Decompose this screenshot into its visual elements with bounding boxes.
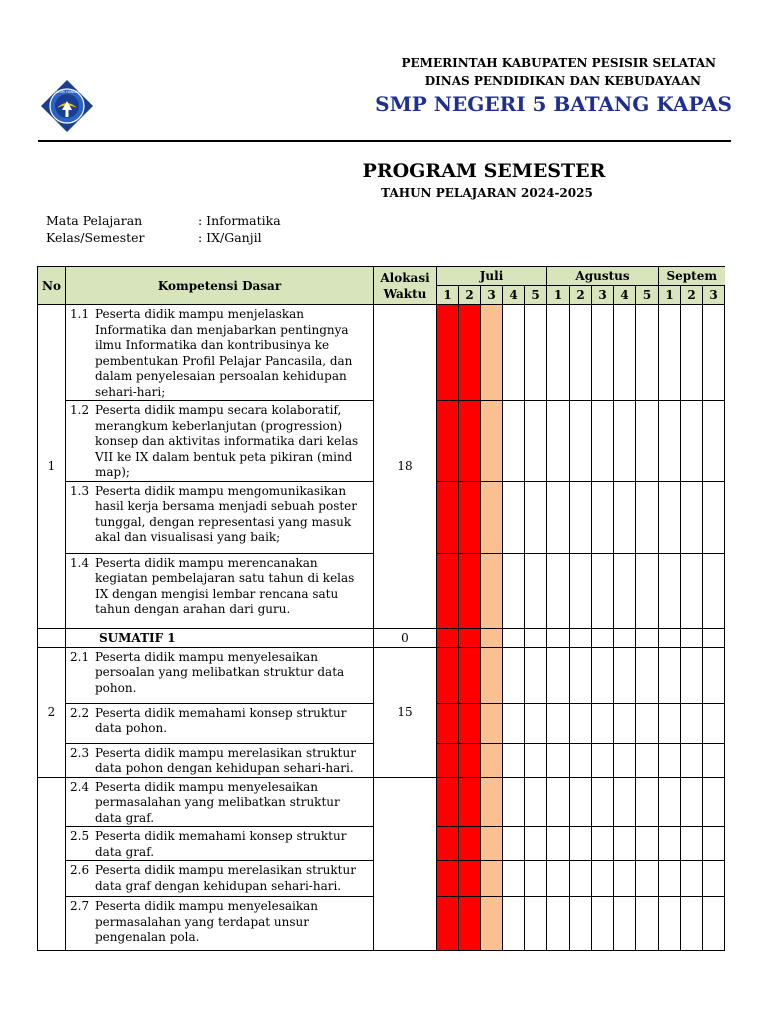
week-cell bbox=[525, 827, 547, 861]
kompetensi-text: Peserta didik mampu menyelesaikan permasalahan yang terdapat unsur pengenalan pola. bbox=[95, 899, 319, 944]
week-cell bbox=[437, 647, 459, 703]
week-cell bbox=[681, 743, 703, 777]
week-cell bbox=[437, 743, 459, 777]
week-cell bbox=[503, 897, 525, 951]
week-cell bbox=[547, 481, 570, 553]
week-cell bbox=[659, 553, 681, 628]
week-cell bbox=[636, 647, 659, 703]
alokasi-label: Alokasi Waktu bbox=[380, 270, 430, 301]
week-cell bbox=[570, 743, 592, 777]
week-cell bbox=[503, 305, 525, 401]
week-cell bbox=[636, 401, 659, 482]
week-cell bbox=[703, 628, 725, 647]
sumatif-label: SUMATIF 1 bbox=[66, 628, 374, 647]
kompetensi-text: Peserta didik mampu menyelesaikan permasalahan yang melibatkan struktur data graf. bbox=[95, 779, 340, 825]
week-cell bbox=[570, 628, 592, 647]
week-cell bbox=[703, 703, 725, 743]
subject-label: Mata Pelajaran bbox=[46, 213, 143, 228]
kompetensi-cell bbox=[66, 401, 374, 482]
kompetensi-number: 1.3 bbox=[70, 483, 90, 498]
week-header-cell: 1 bbox=[659, 286, 681, 305]
week-cell bbox=[614, 743, 636, 777]
week-cell bbox=[659, 401, 681, 482]
week-cell bbox=[703, 647, 725, 703]
table-row bbox=[38, 777, 725, 827]
table-row-sumatif bbox=[38, 628, 725, 647]
week-cell bbox=[636, 628, 659, 647]
week-cell bbox=[681, 628, 703, 647]
month-header-agustus: Agustus bbox=[547, 267, 659, 286]
week-cell bbox=[481, 743, 503, 777]
week-cell bbox=[481, 897, 503, 951]
week-cell bbox=[547, 743, 570, 777]
week-cell bbox=[547, 861, 570, 897]
kompetensi-cell bbox=[66, 743, 374, 777]
week-cell bbox=[437, 827, 459, 861]
week-cell bbox=[503, 553, 525, 628]
kompetensi-number: 1.1 bbox=[70, 307, 90, 321]
week-cell bbox=[636, 777, 659, 827]
week-cell bbox=[636, 743, 659, 777]
kompetensi-number: 2.4 bbox=[70, 779, 90, 794]
week-cell bbox=[437, 305, 459, 401]
week-cell bbox=[503, 481, 525, 553]
kompetensi-text: Peserta didik mampu menyelesaikan persoalan yang melibatkan struktur data pohon. bbox=[95, 649, 345, 695]
week-cell bbox=[681, 481, 703, 553]
week-cell bbox=[481, 827, 503, 861]
week-cell bbox=[681, 777, 703, 827]
kompetensi-number: 2.6 bbox=[70, 863, 90, 877]
week-cell bbox=[481, 777, 503, 827]
kompetensi-text: Peserta didik mampu menjelaskan Informatika dan menjabarkan pentingnya ilmu Informatika dan kontribusinya ke pembentukan Profil Pelajar Pancasila, dan dalam penyelesaian persoalan kehidupan sehari-hari; bbox=[95, 307, 353, 399]
week-cell bbox=[503, 777, 525, 827]
week-cell bbox=[592, 401, 614, 482]
week-cell bbox=[525, 703, 547, 743]
tut-wuri-handayani-logo bbox=[40, 79, 94, 133]
week-cell bbox=[437, 861, 459, 897]
week-cell bbox=[525, 897, 547, 951]
kompetensi-text: Peserta didik memahami konsep struktur data graf. bbox=[95, 829, 347, 859]
alokasi-cell bbox=[374, 777, 437, 951]
week-cell bbox=[659, 827, 681, 861]
kompetensi-cell bbox=[66, 305, 374, 401]
week-cell bbox=[592, 827, 614, 861]
week-cell bbox=[703, 827, 725, 861]
week-cell bbox=[459, 401, 481, 482]
alokasi-cell: 15 bbox=[374, 647, 437, 777]
week-header-cell: 1 bbox=[547, 286, 570, 305]
week-cell bbox=[547, 827, 570, 861]
week-cell bbox=[547, 305, 570, 401]
week-cell bbox=[659, 743, 681, 777]
week-cell bbox=[681, 647, 703, 703]
week-cell bbox=[481, 628, 503, 647]
week-cell bbox=[570, 647, 592, 703]
week-cell bbox=[592, 897, 614, 951]
week-cell bbox=[636, 827, 659, 861]
week-cell bbox=[614, 401, 636, 482]
week-cell bbox=[614, 827, 636, 861]
week-cell bbox=[592, 861, 614, 897]
week-cell bbox=[547, 628, 570, 647]
week-header-cell: 5 bbox=[636, 286, 659, 305]
week-cell bbox=[636, 897, 659, 951]
page-title: PROGRAM SEMESTER bbox=[362, 160, 606, 182]
week-cell bbox=[525, 305, 547, 401]
week-cell bbox=[525, 553, 547, 628]
week-cell bbox=[614, 703, 636, 743]
column-header-kompetensi: Kompetensi Dasar bbox=[66, 267, 374, 305]
no-cell bbox=[38, 777, 66, 951]
week-cell bbox=[570, 827, 592, 861]
week-cell bbox=[703, 777, 725, 827]
week-cell bbox=[592, 647, 614, 703]
header-school-name: SMP NEGERI 5 BATANG KAPAS bbox=[375, 92, 732, 116]
week-cell bbox=[525, 777, 547, 827]
week-cell bbox=[525, 743, 547, 777]
week-cell bbox=[525, 628, 547, 647]
week-cell bbox=[459, 628, 481, 647]
week-cell bbox=[459, 305, 481, 401]
kompetensi-cell bbox=[66, 647, 374, 703]
week-cell bbox=[659, 305, 681, 401]
week-cell bbox=[503, 647, 525, 703]
week-cell bbox=[614, 647, 636, 703]
week-cell bbox=[437, 628, 459, 647]
week-cell bbox=[681, 861, 703, 897]
info-class bbox=[46, 230, 262, 245]
week-cell bbox=[547, 703, 570, 743]
kompetensi-number: 2.1 bbox=[70, 649, 90, 664]
week-cell bbox=[681, 897, 703, 951]
week-cell bbox=[525, 861, 547, 897]
week-cell bbox=[681, 305, 703, 401]
week-cell bbox=[570, 305, 592, 401]
week-cell bbox=[525, 481, 547, 553]
week-cell bbox=[614, 897, 636, 951]
week-cell bbox=[570, 897, 592, 951]
week-cell bbox=[459, 553, 481, 628]
week-cell bbox=[614, 777, 636, 827]
week-cell bbox=[636, 481, 659, 553]
week-header-cell: 5 bbox=[525, 286, 547, 305]
week-cell bbox=[503, 703, 525, 743]
kompetensi-cell bbox=[66, 703, 374, 743]
logo-motto: TUT WURI HANDAYANI bbox=[49, 90, 85, 94]
week-cell bbox=[659, 897, 681, 951]
week-cell bbox=[503, 628, 525, 647]
week-header-cell: 3 bbox=[481, 286, 503, 305]
week-header-cell: 2 bbox=[459, 286, 481, 305]
week-cell bbox=[592, 703, 614, 743]
week-cell bbox=[481, 305, 503, 401]
week-cell bbox=[614, 553, 636, 628]
week-cell bbox=[547, 401, 570, 482]
week-cell bbox=[614, 481, 636, 553]
week-header-cell: 4 bbox=[614, 286, 636, 305]
week-cell bbox=[437, 553, 459, 628]
week-cell bbox=[437, 703, 459, 743]
week-cell bbox=[592, 743, 614, 777]
kompetensi-cell bbox=[66, 897, 374, 951]
kompetensi-cell bbox=[66, 777, 374, 827]
header-department: DINAS PENDIDIKAN DAN KEBUDAYAAN bbox=[424, 74, 701, 88]
week-cell bbox=[459, 827, 481, 861]
week-header-cell: 2 bbox=[570, 286, 592, 305]
week-cell bbox=[437, 401, 459, 482]
kompetensi-cell bbox=[66, 827, 374, 861]
alokasi-cell: 18 bbox=[374, 305, 437, 629]
column-header-alokasi bbox=[374, 267, 437, 305]
week-cell bbox=[703, 553, 725, 628]
week-cell bbox=[681, 827, 703, 861]
week-cell bbox=[659, 703, 681, 743]
week-cell bbox=[570, 703, 592, 743]
week-cell bbox=[525, 401, 547, 482]
week-cell bbox=[636, 553, 659, 628]
kompetensi-number: 1.2 bbox=[70, 403, 90, 417]
week-cell bbox=[703, 481, 725, 553]
week-cell bbox=[547, 777, 570, 827]
week-cell bbox=[614, 305, 636, 401]
week-cell bbox=[547, 647, 570, 703]
week-cell bbox=[703, 743, 725, 777]
week-cell bbox=[547, 897, 570, 951]
kompetensi-cell bbox=[66, 481, 374, 553]
page-subtitle: TAHUN PELAJARAN 2024-2025 bbox=[381, 186, 593, 200]
kompetensi-cell bbox=[66, 861, 374, 897]
week-cell bbox=[570, 401, 592, 482]
kompetensi-number: 2.3 bbox=[70, 745, 90, 760]
kompetensi-text: Peserta didik mampu merencanakan kegiatan pembelajaran satu tahun di kelas IX dengan mengisi lembar rencana satu tahun dengan arahan dari guru. bbox=[95, 555, 355, 616]
week-cell bbox=[659, 777, 681, 827]
week-cell bbox=[570, 861, 592, 897]
table-body bbox=[38, 305, 725, 951]
class-label: Kelas/Semester bbox=[46, 230, 145, 245]
week-cell bbox=[681, 553, 703, 628]
week-cell bbox=[570, 481, 592, 553]
week-cell bbox=[459, 481, 481, 553]
week-cell bbox=[703, 861, 725, 897]
week-cell bbox=[636, 305, 659, 401]
subject-value: : Informatika bbox=[198, 213, 281, 228]
table-row bbox=[38, 647, 725, 703]
week-cell bbox=[437, 777, 459, 827]
week-cell bbox=[659, 647, 681, 703]
kompetensi-text: Peserta didik mampu merelasikan struktur data graf dengan kehidupan sehari-hari. bbox=[95, 863, 356, 893]
week-cell bbox=[503, 743, 525, 777]
week-cell bbox=[592, 777, 614, 827]
week-cell bbox=[570, 777, 592, 827]
week-cell bbox=[703, 305, 725, 401]
week-cell bbox=[570, 553, 592, 628]
week-cell bbox=[459, 647, 481, 703]
week-cell bbox=[659, 861, 681, 897]
month-header-september: Septem bbox=[659, 267, 725, 286]
week-cell bbox=[459, 777, 481, 827]
week-cell bbox=[614, 628, 636, 647]
week-cell bbox=[703, 897, 725, 951]
week-cell bbox=[592, 553, 614, 628]
week-cell bbox=[481, 703, 503, 743]
kompetensi-cell bbox=[66, 553, 374, 628]
column-header-no: No bbox=[38, 267, 66, 305]
week-cell bbox=[592, 305, 614, 401]
week-header-cell: 1 bbox=[437, 286, 459, 305]
week-cell bbox=[703, 401, 725, 482]
week-cell bbox=[614, 861, 636, 897]
kompetensi-text: Peserta didik memahami konsep struktur data pohon. bbox=[95, 705, 347, 735]
week-cell bbox=[503, 401, 525, 482]
week-cell bbox=[437, 897, 459, 951]
week-cell bbox=[592, 628, 614, 647]
kompetensi-number: 2.7 bbox=[70, 899, 90, 913]
kompetensi-text: Peserta didik mampu mengomunikasikan hasil kerja bersama menjadi sebuah poster tunggal, dengan representasi yang masuk akal dan visualisasi yang baik; bbox=[95, 483, 358, 544]
header-government: PEMERINTAH KABUPATEN PESISIR SELATAN bbox=[401, 56, 716, 70]
header-divider bbox=[38, 140, 731, 142]
month-header-juli: Juli bbox=[437, 267, 547, 286]
week-header-cell: 3 bbox=[592, 286, 614, 305]
table-row bbox=[38, 305, 725, 401]
week-cell bbox=[659, 628, 681, 647]
kompetensi-text: Peserta didik mampu merelasikan struktur data pohon dengan kehidupan sehari-hari. bbox=[95, 745, 356, 775]
no-cell: 2 bbox=[38, 647, 66, 777]
week-cell bbox=[459, 861, 481, 897]
no-cell: 1 bbox=[38, 305, 66, 629]
week-cell bbox=[481, 553, 503, 628]
week-cell bbox=[481, 647, 503, 703]
week-cell bbox=[459, 703, 481, 743]
week-cell bbox=[481, 481, 503, 553]
kompetensi-number: 2.5 bbox=[70, 829, 90, 843]
no-cell bbox=[38, 628, 66, 647]
week-cell bbox=[636, 703, 659, 743]
week-cell bbox=[437, 481, 459, 553]
week-cell bbox=[681, 703, 703, 743]
week-cell bbox=[681, 401, 703, 482]
week-cell bbox=[547, 553, 570, 628]
kompetensi-number: 2.2 bbox=[70, 705, 90, 720]
week-cell bbox=[503, 827, 525, 861]
week-cell bbox=[481, 401, 503, 482]
alokasi-cell: 0 bbox=[374, 628, 437, 647]
week-cell bbox=[636, 861, 659, 897]
info-subject bbox=[46, 213, 281, 228]
kompetensi-number: 1.4 bbox=[70, 555, 90, 570]
week-header-cell: 4 bbox=[503, 286, 525, 305]
kompetensi-text: Peserta didik mampu secara kolaboratif, merangkum keberlanjutan (progression) konsep dan aktivitas informatika dari kelas VII ke IX dalam bentuk peta pikiran (mind map); bbox=[95, 403, 359, 479]
week-header-cell: 2 bbox=[681, 286, 703, 305]
week-cell bbox=[481, 861, 503, 897]
semester-program-table bbox=[37, 266, 725, 951]
week-cell bbox=[459, 897, 481, 951]
class-value: : IX/Ganjil bbox=[198, 230, 262, 245]
week-cell bbox=[525, 647, 547, 703]
week-cell bbox=[503, 861, 525, 897]
week-cell bbox=[592, 481, 614, 553]
week-cell bbox=[459, 743, 481, 777]
week-cell bbox=[659, 481, 681, 553]
week-header-cell: 3 bbox=[703, 286, 725, 305]
